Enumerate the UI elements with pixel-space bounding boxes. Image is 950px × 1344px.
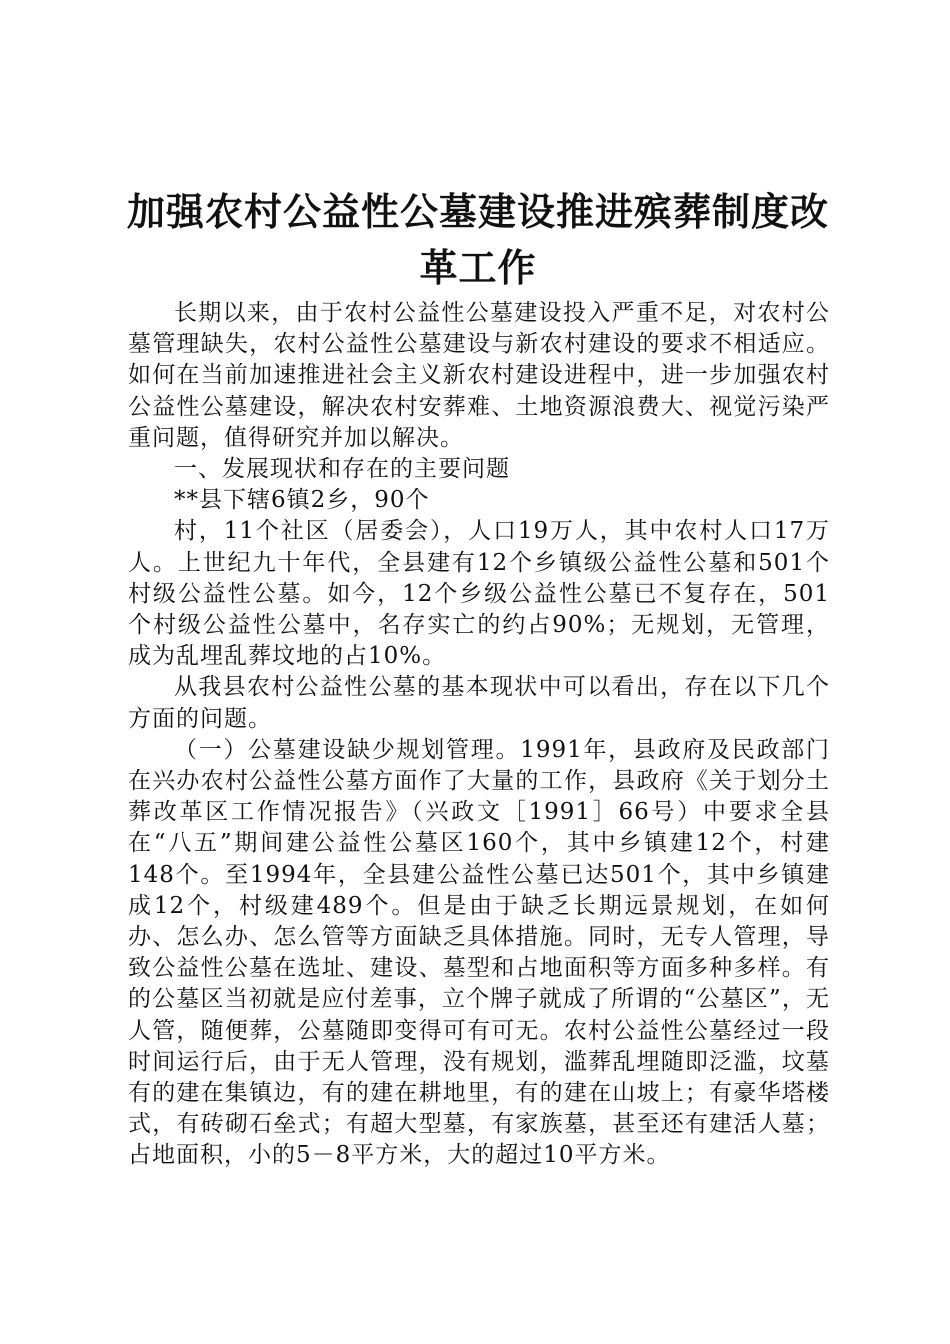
paragraph-population: 村，11个社区（居委会），人口19万人，其中农村人口17万人。上世纪九十年代，全县建有12个乡镇级公益性公墓和501个村级公益性公墓。如今，12个乡级公益性公墓已不复存在，501个村级公益性公墓中，名存实亡的约占90%；无规划，无管理，成为乱埋乱葬坟地的占10%。 [128, 518, 830, 670]
section-heading: 一、发展现状和存在的主要问题 [174, 456, 510, 483]
paragraph-problems-intro: 从我县农村公益性公墓的基本现状中可以看出，存在以下几个方面的问题。 [128, 674, 830, 732]
document-title: 加强农村公益性公墓建设推进殡葬制度改革工作 [126, 190, 829, 290]
document-body [128, 298, 830, 1172]
paragraph-planning-issue: （一）公墓建设缺少规划管理。1991年，县政府及民政部门在兴办农村公益性公墓方面作了大量的工作，县政府《关于划分土葬改革区工作情况报告》（兴政文［1991］66号）中要求全县在“八五”期间建公益性公墓区160个，其中乡镇建12个，村建148个。至1994年，全县建公益性公墓已达501个，其中乡镇建成12个，村级建489个。但是由于缺乏长期远景规划，在如何办、怎么办、怎么管等方面缺乏具体措施。同时，无专人管理，导致公益性公墓在选址、建设、墓型和占地面积等方面多种多样。有的公墓区当初就是应付差事，立个牌子就成了所谓的“公墓区”，无人管，随便葬，公墓随即变得可有可无。农村公益性公墓经过一段时间运行后，由于无人管理，没有规划，滥葬乱埋随即泛滥，坟墓有的建在集镇边，有的建在耕地里，有的建在山坡上；有豪华塔楼式，有砖砌石垒式；有超大型墓，有家族墓，甚至还有建活人墓；占地面积，小的5－8平方米，大的超过10平方米。 [128, 736, 830, 1169]
paragraph-intro: 长期以来，由于农村公益性公墓建设投入严重不足，对农村公墓管理缺失，农村公益性公墓建设与新农村建设的要求不相适应。如何在当前加速推进社会主义新农村建设进程中，进一步加强农村公益性公墓建设，解决农村安葬难、土地资源浪费大、视觉污染严重问题，值得研究并加以解决。 [128, 300, 830, 451]
paragraph-county-overview: **县下辖6镇2乡，90个 [174, 487, 430, 514]
